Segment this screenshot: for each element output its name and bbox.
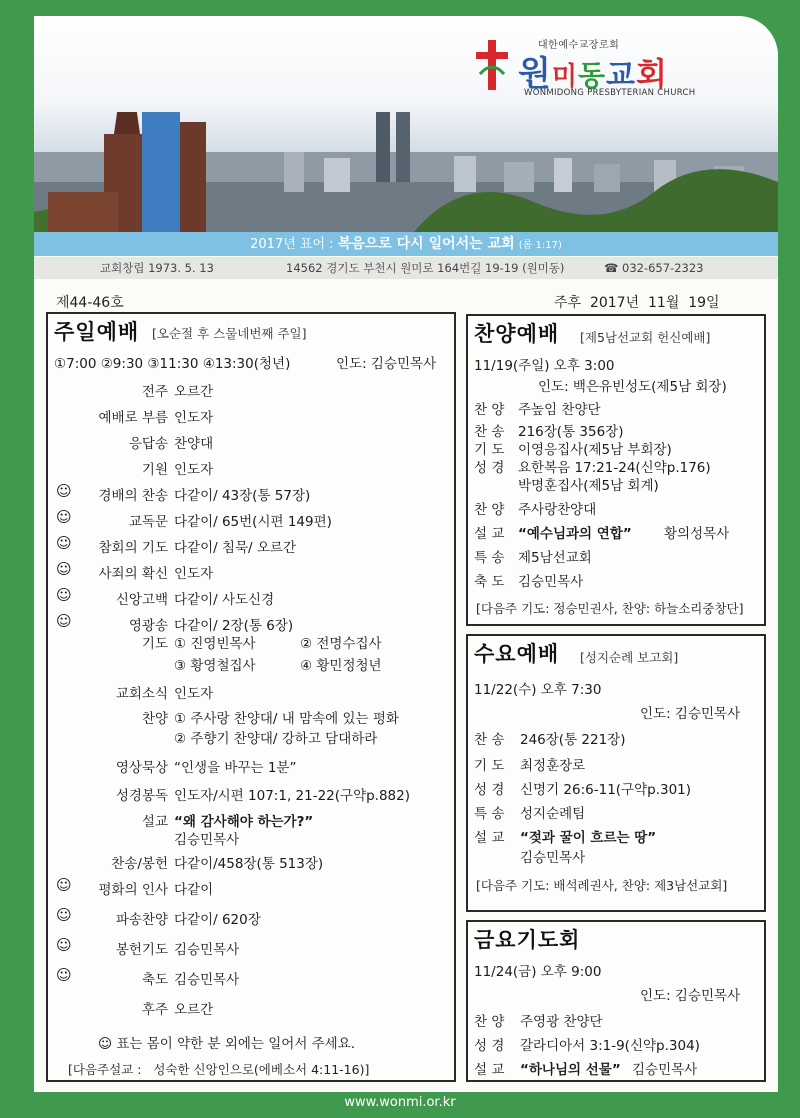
wednesday-title: 수요예배 — [474, 642, 560, 666]
wednesday-next-week: [다음주 기도: 배석례권사, 찬양: 제3남선교회] — [476, 878, 728, 893]
order-label: 기 도 — [474, 442, 505, 458]
logo-char: 동 — [577, 59, 607, 92]
wednesday-worship-box — [466, 634, 766, 912]
friday-leader: 인도: 김승민목사 — [640, 988, 741, 1004]
prayer-name: ④ 황민정청년 — [300, 658, 382, 674]
sermon-preacher: 김승민목사 — [174, 832, 240, 848]
stand-smiley-icon: ☺ — [56, 482, 72, 500]
order-label: 후주 — [141, 1002, 168, 1018]
order-label: 찬 송 — [474, 732, 505, 748]
choir-item: ① 주사랑 찬양대/ 내 맘속에 있는 평화 — [174, 711, 399, 727]
prayer-name: ② 전명수집사 — [300, 636, 382, 652]
order-label: 찬송/봉헌 — [111, 856, 168, 872]
motto-bar — [34, 232, 778, 256]
bulletin-sheet — [34, 16, 778, 1092]
stand-smiley-icon: ☺ — [56, 936, 72, 954]
sunday-title: 주일예배 — [54, 320, 140, 344]
sunday-worship-box — [46, 312, 456, 1082]
sermon-title: “왜 감사해야 하는가?” — [174, 814, 314, 830]
order-value: 요한복음 17:21-24(신약p.176) — [518, 460, 711, 476]
order-value: 246장(통 221장) — [520, 732, 626, 748]
order-label: 봉헌기도 — [115, 942, 168, 958]
order-value: 김승민목사 — [518, 574, 584, 590]
wednesday-leader: 인도: 김승민목사 — [640, 706, 741, 722]
issue-number: 제44-46호 — [56, 295, 124, 311]
order-value: 다같이/458장(통 513장) — [174, 856, 324, 872]
friday-prayer-box — [466, 920, 766, 1082]
order-label: 설 교 — [474, 1062, 505, 1078]
order-label: 축 도 — [474, 574, 505, 590]
phone-number: 032-657-2323 — [622, 261, 704, 275]
sermon-title: “예수님과의 연합” — [518, 526, 632, 542]
praise-worship-box — [466, 314, 766, 626]
order-value: 김승민목사 — [174, 942, 240, 958]
order-value: 주사랑찬양대 — [518, 502, 597, 518]
service-times: ①7:00 ②9:30 ③11:30 ④13:30(청년) — [54, 356, 291, 372]
praise-leader: 인도: 백은유빈성도(제5남 회장) — [538, 379, 727, 395]
header-photo — [34, 16, 778, 232]
order-value: “인생을 바꾸는 1분” — [174, 760, 297, 776]
order-value: 다같이/ 침묵/ 오르간 — [174, 540, 297, 556]
praise-title: 찬양예배 — [474, 322, 560, 346]
order-label: 신앙고백 — [115, 592, 168, 608]
order-label: 사죄의 확신 — [98, 566, 168, 582]
sermon-preacher: 김승민목사 — [632, 1062, 698, 1078]
denomination-label: 대한예수교장로회 — [538, 40, 620, 51]
order-label: 축도 — [141, 972, 168, 988]
prayer-name: ③ 황영철집사 — [174, 658, 256, 674]
order-value: 인도자 — [174, 462, 214, 478]
order-value: 주높임 찬양단 — [518, 402, 601, 418]
order-label: 찬 송 — [474, 424, 505, 440]
sunday-leader: 인도: 김승민목사 — [336, 356, 437, 372]
order-value: 216장(통 356장) — [518, 424, 624, 440]
church-name-english: WONMIDONG PRESBYTERIAN CHURCH — [524, 88, 696, 98]
order-label: 찬 양 — [474, 1014, 505, 1030]
stand-smiley-icon: ☺ — [56, 612, 72, 630]
stand-smiley-icon: ☺ — [56, 876, 72, 894]
standing-note: ☺ 표는 몸이 약한 분 외에는 일어서 주세요. — [98, 1036, 356, 1052]
city-skyline-image — [34, 112, 778, 232]
order-label: 성 경 — [474, 1038, 505, 1054]
order-label: 찬 양 — [474, 402, 505, 418]
logo-char: 원 — [518, 54, 552, 94]
order-value: 오르간 — [174, 1002, 214, 1018]
wednesday-subtitle: [성지순례 보고회] — [580, 650, 679, 665]
wednesday-datetime: 11/22(수) 오후 7:30 — [474, 682, 602, 698]
church-logo — [474, 32, 764, 104]
order-label: 성 경 — [474, 460, 505, 476]
order-label: 기 도 — [474, 758, 505, 774]
order-label: 예배로 부름 — [98, 410, 168, 426]
order-value: 인도자/시편 107:1, 21-22(구약p.882) — [174, 788, 411, 804]
order-label: 참회의 기도 — [98, 540, 168, 556]
order-value: 주영광 찬양단 — [520, 1014, 603, 1030]
order-label: 교회소식 — [115, 686, 168, 702]
choir-item: ② 주향기 찬양대/ 강하고 담대하라 — [174, 731, 378, 747]
order-label: 평화의 인사 — [98, 882, 168, 898]
founded-date: 교회창립 1973. 5. 13 — [100, 261, 214, 275]
sermon-title: “하나님의 선물” — [520, 1062, 621, 1078]
next-sermon: [다음주설교 : 성숙한 신앙인으로(에베소서 4:11-16)] — [68, 1062, 370, 1077]
sermon-title: “젖과 꿀이 흐르는 땅” — [520, 830, 657, 846]
order-label: 설 교 — [474, 830, 505, 846]
order-value: 인도자 — [174, 566, 214, 582]
sunday-subtitle: [오순절 후 스물네번째 주일] — [152, 326, 307, 341]
praise-datetime: 11/19(주일) 오후 3:00 — [474, 358, 615, 374]
sermon-preacher: 김승민목사 — [520, 850, 586, 866]
order-label: 설 교 — [474, 526, 505, 542]
order-value: 갈라디아서 3:1-9(신약p.304) — [520, 1038, 700, 1054]
order-value: 인도자 — [174, 410, 214, 426]
order-label: 찬양 — [141, 711, 168, 727]
praise-subtitle: [제5남선교회 헌신예배] — [580, 330, 711, 345]
bulletin-date: 주후 2017년 11월 19일 — [554, 295, 720, 311]
website-link[interactable]: www.wonmi.or.kr — [344, 1095, 456, 1110]
order-label: 성 경 — [474, 782, 505, 798]
order-label: 영상묵상 — [115, 760, 168, 776]
order-label: 특 송 — [474, 550, 505, 566]
order-label: 특 송 — [474, 806, 505, 822]
order-value: 오르간 — [174, 384, 214, 400]
order-value: 최정훈장로 — [520, 758, 586, 774]
logo-char: 회 — [636, 55, 668, 93]
stand-smiley-icon: ☺ — [56, 966, 72, 984]
order-label: 찬 양 — [474, 502, 505, 518]
stand-smiley-icon: ☺ — [56, 560, 72, 578]
order-value: 다같이 — [174, 882, 214, 898]
motto-text: 복음으로 다시 일어서는 교회 — [337, 236, 515, 252]
order-label: 응답송 — [128, 436, 168, 452]
motto-ref: (롬 1:17) — [518, 240, 562, 251]
sermon-preacher: 황의성목사 — [664, 526, 730, 542]
logo-char: 교 — [606, 58, 637, 93]
praise-next-week: [다음주 기도: 정승민권사, 찬양: 하늘소리중창단] — [476, 601, 744, 616]
stand-smiley-icon: ☺ — [56, 586, 72, 604]
order-value: 제5남선교회 — [518, 550, 592, 566]
stand-smiley-icon: ☺ — [56, 534, 72, 552]
order-value: 성지순례팀 — [520, 806, 586, 822]
order-label: 교독문 — [128, 514, 168, 530]
stand-smiley-icon: ☺ — [56, 906, 72, 924]
order-label: 파송찬양 — [115, 912, 168, 928]
order-label: 설교 — [141, 814, 168, 830]
order-label: 성경봉독 — [115, 788, 168, 804]
motto-prefix: 2017년 표어 : — [250, 237, 338, 252]
order-label: 기도 — [141, 636, 168, 652]
order-value: 이영응집사(제5남 부회장) — [518, 442, 672, 458]
cross-icon — [474, 40, 510, 90]
order-value: 신명기 26:6-11(구약p.301) — [520, 782, 692, 798]
church-info-bar — [34, 257, 778, 279]
phone-icon: ☎ — [604, 261, 619, 275]
order-label: 기원 — [141, 462, 168, 478]
stand-smiley-icon: ☺ — [56, 508, 72, 526]
order-value: 박명훈집사(제5남 회계) — [518, 478, 659, 494]
order-value: 다같이/ 사도신경 — [174, 592, 275, 608]
order-value: 다같이/ 43장(통 57장) — [174, 488, 311, 504]
order-label: 경배의 찬송 — [98, 488, 168, 504]
order-value: 다같이/ 65번(시편 149편) — [174, 514, 332, 530]
friday-title: 금요기도회 — [474, 928, 581, 952]
order-value: 김승민목사 — [174, 972, 240, 988]
friday-datetime: 11/24(금) 오후 9:00 — [474, 964, 602, 980]
order-label: 영광송 — [128, 618, 168, 634]
order-label: 전주 — [141, 384, 168, 400]
order-value: 찬양대 — [174, 436, 214, 452]
order-value: 다같이/ 2장(통 6장) — [174, 618, 294, 634]
prayer-name: ① 진영빈목사 — [174, 636, 256, 652]
logo-char: 미 — [551, 62, 578, 92]
order-value: 다같이/ 620장 — [174, 912, 261, 928]
address: 14562 경기도 부천시 원미로 164번길 19-19 (원미동) — [286, 261, 565, 275]
order-value: 인도자 — [174, 686, 214, 702]
